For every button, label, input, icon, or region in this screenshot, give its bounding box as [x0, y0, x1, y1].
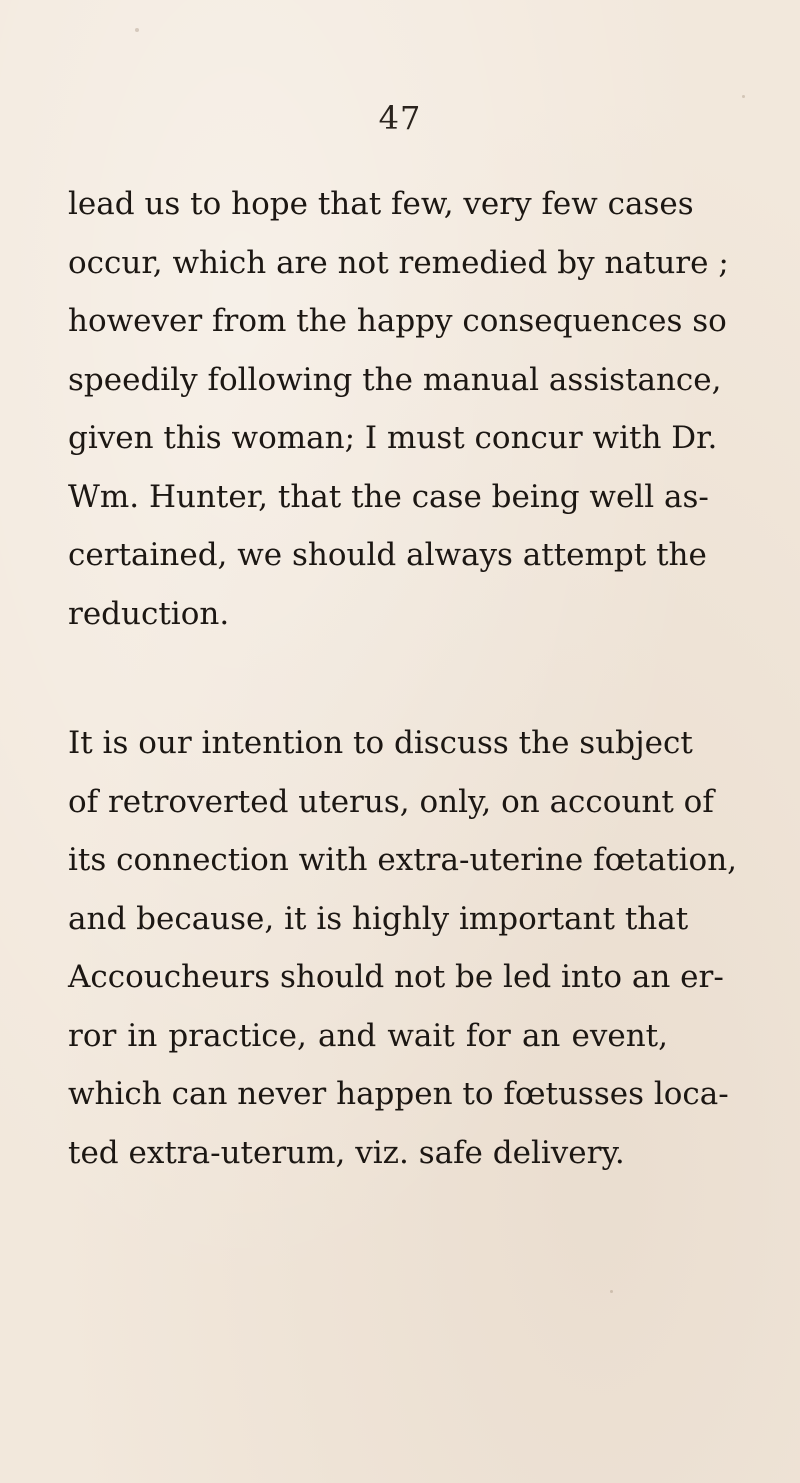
text-line: occur, which are not remedied by nature ;	[68, 244, 729, 281]
paper-speck	[135, 28, 139, 32]
text-line-last: ted extra-uterum, viz. safe delivery.	[68, 1134, 625, 1171]
text-line: which can never happen to fœtusses loca-	[68, 1076, 729, 1112]
text-line: Accoucheurs should not be led into an er-	[68, 959, 724, 995]
text-line: speedily following the manual assistance,	[68, 361, 722, 398]
text-line: lead us to hope that few, very few cases	[68, 186, 694, 222]
text-line: ror in practice, and wait for an event,	[68, 1017, 668, 1054]
paragraph-1	[68, 175, 729, 643]
text-line-last: reduction.	[68, 595, 230, 632]
text-line: certained, we should always attempt the	[68, 537, 707, 573]
paper-speck	[610, 1290, 613, 1293]
text-line: and because, it is highly important that	[68, 900, 689, 937]
text-line: of retroverted uterus, only, on account of	[68, 783, 714, 820]
text-line: given this woman; I must concur with Dr.	[68, 420, 718, 456]
text-line: however from the happy consequences so	[68, 303, 727, 339]
page-number: 47	[378, 99, 422, 137]
text-line: its connection with extra-uterine fœtation,	[68, 842, 738, 878]
paragraph-2	[68, 714, 738, 1182]
text-line: It is our intention to discuss the subject	[68, 725, 693, 761]
text-line: Wm. Hunter, that the case being well as-	[68, 478, 709, 515]
